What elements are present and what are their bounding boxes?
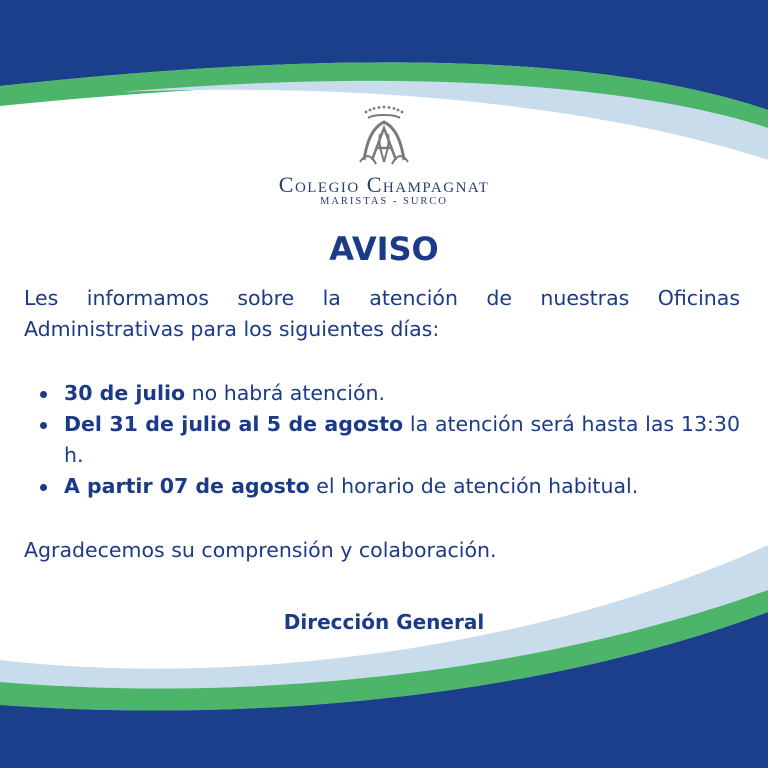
- notice-title: AVISO: [329, 230, 439, 268]
- item-date: 30 de julio: [64, 381, 186, 405]
- item-text: el horario de atención habitual.: [309, 474, 639, 498]
- item-date: Del 31 de julio al 5 de agosto: [64, 412, 404, 436]
- list-item: [24, 409, 740, 471]
- monogram-crown-icon: [356, 104, 412, 168]
- bullet-icon: [40, 484, 47, 491]
- school-subtitle: MARISTAS - SURCO: [319, 196, 448, 207]
- schedule-list: [24, 378, 740, 502]
- list-item: [24, 471, 740, 502]
- bullet-icon: [40, 422, 47, 429]
- item-text: no habrá atención.: [185, 381, 386, 405]
- notice-body: [24, 283, 740, 566]
- signature: Dirección General: [283, 610, 485, 634]
- bullet-icon: [40, 391, 47, 398]
- item-date: A partir 07 de agosto: [64, 474, 310, 498]
- school-name: Colegio Champagnat: [278, 172, 490, 197]
- notice-intro: Les informamos sobre la atención de nuestras Oficinas Administrativas para los siguientes días:: [24, 286, 740, 341]
- thanks-text: Agradecemos su comprensión y colaboración.: [24, 538, 497, 562]
- item-text: la atención será hasta las 13:30 h.: [64, 412, 740, 467]
- list-item: [24, 378, 740, 409]
- school-logo: [0, 104, 768, 208]
